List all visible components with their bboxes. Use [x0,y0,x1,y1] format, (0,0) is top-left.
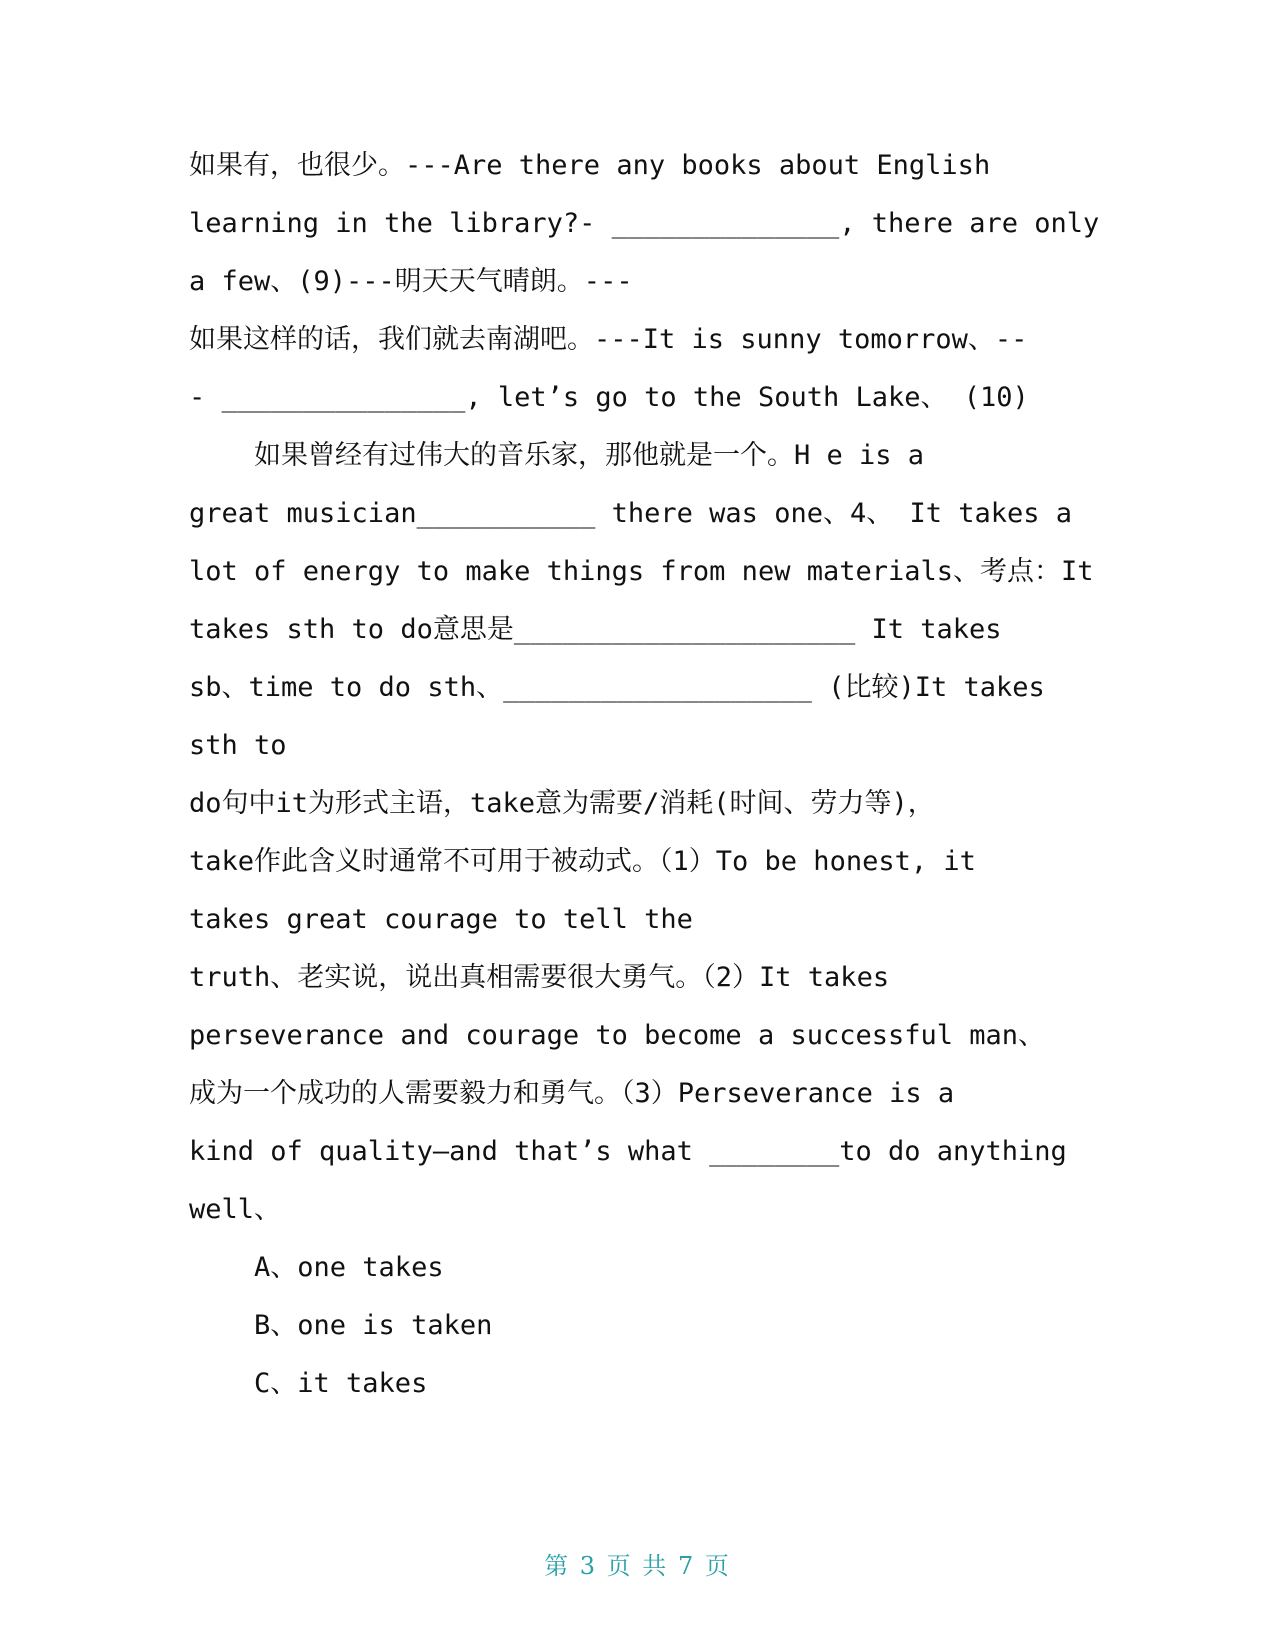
text-line: learning in the library?- ______________, there are only [189,208,1100,239]
option-a: A、one takes [189,1252,444,1283]
text-line: great musician___________ there was one、4、 It takes a [189,498,1073,529]
text-line: perseverance and courage to become a successful man、 [189,1020,1046,1051]
text-line: take作此含义时通常不可用于被动式。（1）To be honest, it [189,846,976,877]
text-line: sb、time to do sth、___________________ (比较)It takes [189,672,1045,703]
text-line: 如果这样的话，我们就去南湖吧。---It is sunny tomorrow、-- [189,324,1028,355]
option-b: B、one is taken [189,1310,493,1341]
text-line: takes sth to do意思是_____________________ It takes [189,614,1002,645]
text-line: 如果有，也很少。---Are there any books about English [189,150,991,181]
option-c: C、it takes [189,1368,428,1399]
text-line: do句中it为形式主语，take意为需要/消耗(时间、劳力等)， [189,788,935,819]
text-line: kind of quality—and that’s what ________to do anything [189,1136,1067,1167]
text-line: takes great courage to tell the [189,904,693,935]
text-line: lot of energy to make things from new materials、考点：It [189,556,1094,587]
text-line: a few、(9)---明天天气晴朗。--- [189,266,633,297]
text-line: - _______________, let’s go to the South Lake、 (10) [189,382,1029,413]
text-line: 成为一个成功的人需要毅力和勇气。（3）Perseverance is a [189,1078,955,1109]
text-line: 如果曾经有过伟大的音乐家，那他就是一个。H e is a [189,440,925,471]
text-line: truth、老实说，说出真相需要很大勇气。（2）It takes [189,962,890,993]
text-line: well、 [189,1194,282,1225]
page-number-footer: 第 3 页 共 7 页 [544,1552,731,1580]
text-line: sth to [189,730,287,761]
